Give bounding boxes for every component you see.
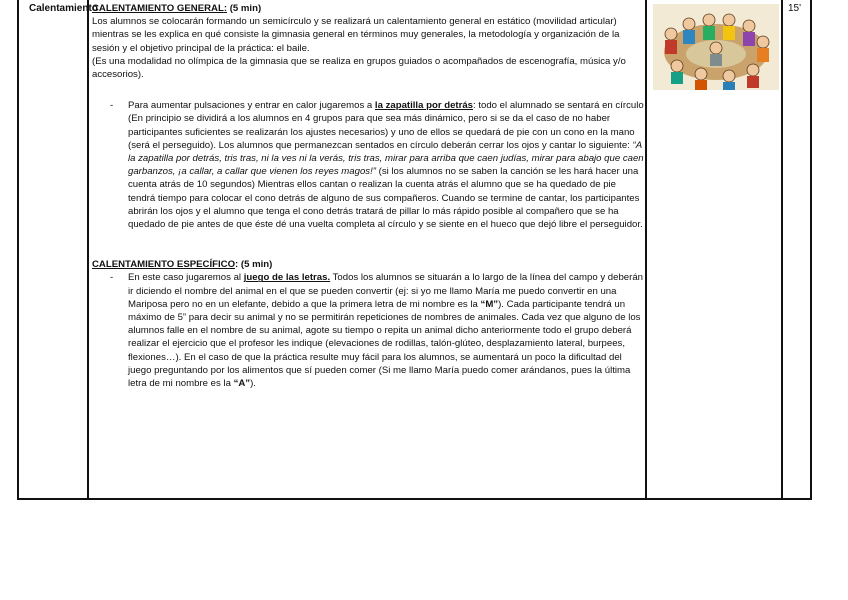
column-divider (781, 0, 783, 498)
game-name: juego de las letras. (243, 272, 331, 284)
activity-description (92, 2, 644, 390)
list-item: - Para aumentar pulsaciones y entrar en calor jugaremos a la zapatilla por detrás: todo el alumnado se sentará en círculo (En principio se dividirá a los alumnos en 4 grupos para que sea más dinámico, pero si se da el caso de no haber participantes suficientes se realizarán los ajustes necesarios) y uno de ellos se quedará de pie con un cono en la mano (será el perseguido). Los alumnos que permanezcan sentados en círculo deberán cerrar los ojos y cantar lo siguiente: “A la zapatilla por detrás, tris tras, ni la ves ni la verás, tris tras, mirar para arriba que caen judías, mirar para abajo que caen garbanzos, ¡a callar, a callar que vienen los reyes magos!” (si los alumnos no se saben la canción se les hará hacer una cuenta atrás de 10 segundos) Mientras ellos cantan o realizan la cuenta atrás el alumno que se ha quedado de pie tendrá tiempo para colocar el cono detrás de alguno de sus compañeros. Cuando se termine de cantar, los participantes abrirán los ojos y el alumno que tenga el cono detrás tratará de pillar lo más rápido posible al compañero que se ha quedado de pie antes de que éste dé una vuelta completa al círculo y se siente en el hueco que dejó libre el perseguidor. (110, 100, 644, 231)
song-lyrics: “A la zapatilla por detrás, tris tras, ni la ves ni la verás, tris tras, mirar para arriba que caen judías, mirar para abajo que caen garbanzos, ¡a callar, a callar que vienen los reyes magos!” (128, 139, 644, 178)
session-table (17, 0, 812, 500)
general-intro: Los alumnos se colocarán formando un semicírculo y se realizará un calentamiento general en estático (movilidad articular) mientras se les explica en qué consiste la gimnasia general en términos muy generales, la metodología y organización de la sesión y el objetivo principal de la práctica: el baile. (92, 16, 620, 54)
game-name: la zapatilla por detrás (374, 100, 474, 112)
column-divider (645, 0, 647, 498)
general-heading: CALENTAMIENTO GENERAL: (5 min) (92, 3, 262, 14)
list-item: - En este caso jugaremos al juego de las letras. Todos los alumnos se situarán a lo largo de la línea del campo y deberán ir diciendo el nombre del animal en el que se pueden convertir (ej: si yo me llamo María me puedo convertir en una Mariposa pero no en un elefante, debido a que la primera letra de mi nombre es la “M”). Cada participante tendrá un máximo de 5” para decir su animal y no se permitirán repeticiones de nombres de animales. Cada vez que alguno de los alumnos falle en el nombre de su animal, agote su tiempo o repita un animal dicho anteriormente todo el grupo deberá realizar el ejercicio que el profesor les indique (elevaciones de rodillas, talón-glúteo, desplazamiento lateral, burpees, flexiones…). En el caso de que la práctica resulte muy fácil para los alumnos, se aumentará un poco la dificultad del juego preguntando por los alimentos que sí pueden comer (Si me llamo María puedo comer arándanos, pues la última letra de mi nombre es la “A”). (110, 272, 644, 390)
phase-label: Calentamiento (29, 3, 98, 14)
children-circle-illustration (653, 4, 779, 90)
general-note: (Es una modalidad no olímpica de la gimnasia que se realiza en grupos guiados o acompañados de escenografía, música y/o accesorios). (92, 55, 626, 81)
column-divider (87, 0, 89, 498)
duration-label: 15' (788, 3, 802, 14)
specific-heading: CALENTAMIENTO ESPECÍFICO: (5 min) (92, 259, 273, 271)
